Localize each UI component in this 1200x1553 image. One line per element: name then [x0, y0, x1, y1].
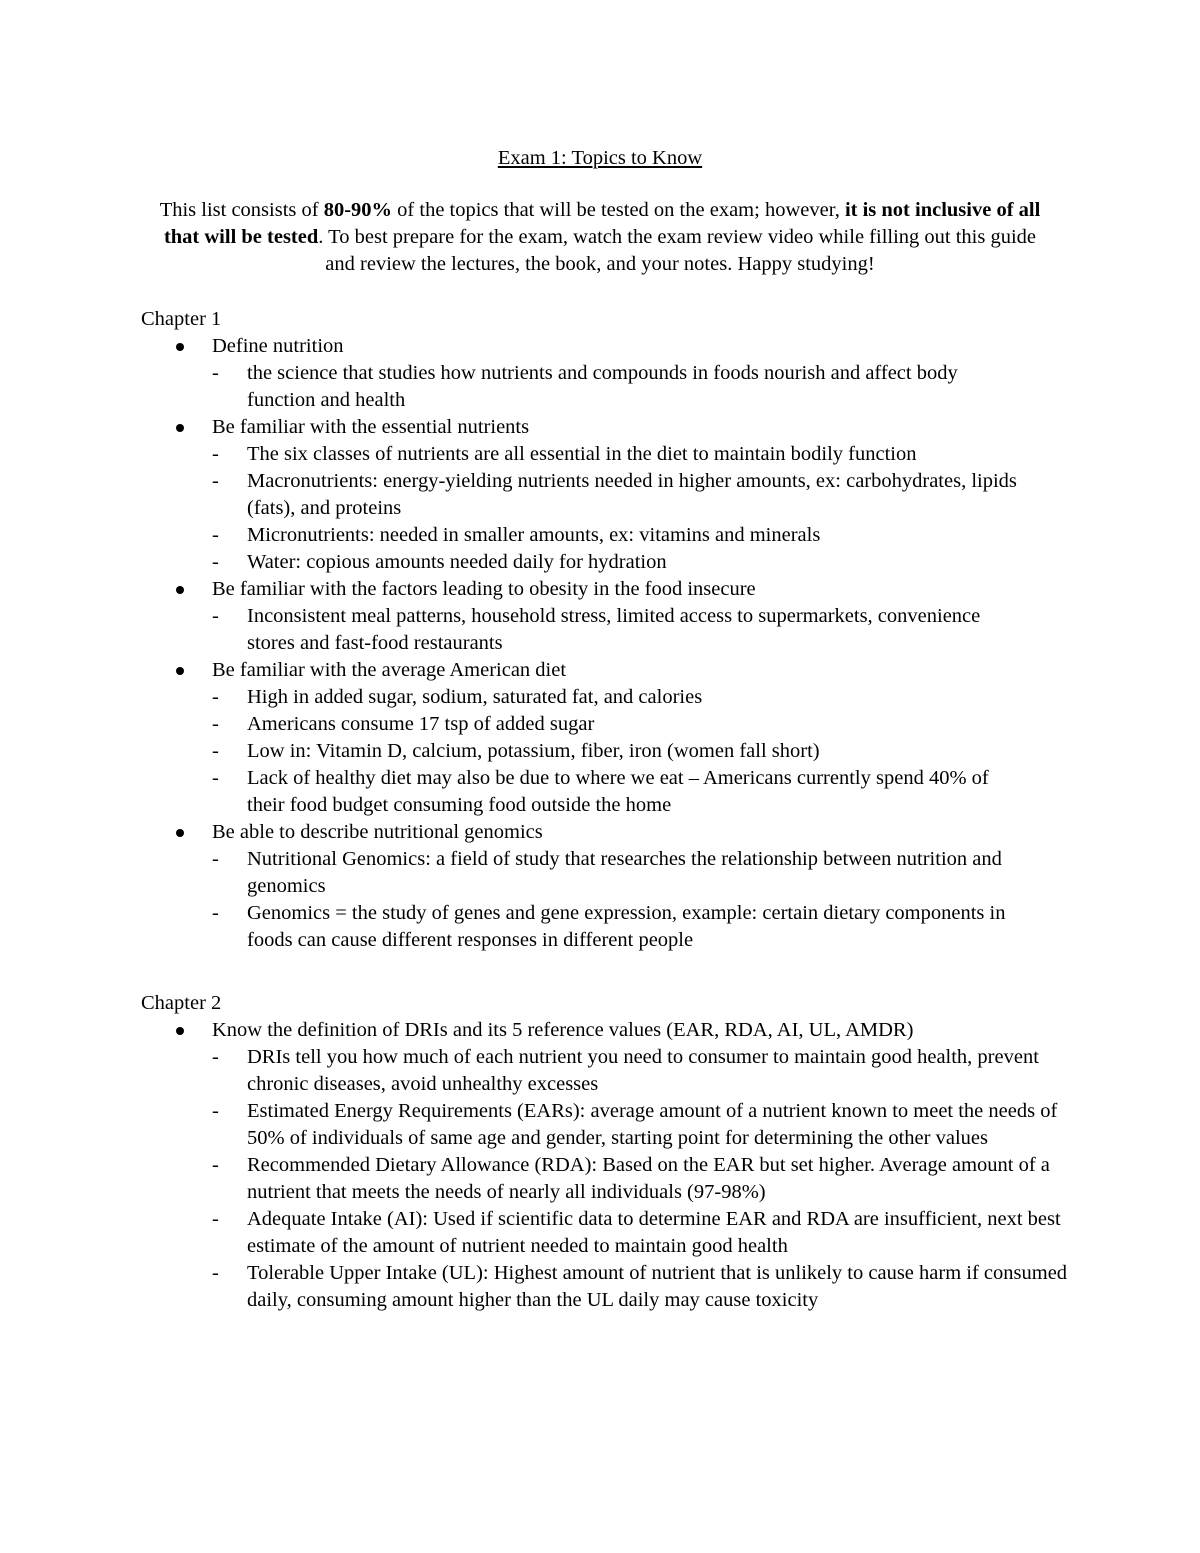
- topic-text: Know the definition of DRIs and its 5 reference values (EAR, RDA, AI, UL, AMDR): [212, 1019, 914, 1041]
- detail-text: Micronutrients: needed in smaller amounts, ex: vitamins and minerals: [247, 524, 821, 546]
- detail-item: [212, 360, 1021, 414]
- detail-item: [212, 900, 1021, 954]
- dash-marker: -: [212, 443, 219, 465]
- intro-text-3: . To best prepare for the exam, watch the exam review video while filling out this guide and review the lectures, the book, and your notes. Happy studying!: [318, 226, 1037, 275]
- detail-text: Nutritional Genomics: a field of study that researches the relationship between nutrition and genomics: [247, 848, 1002, 897]
- detail-text: High in added sugar, sodium, saturated fat, and calories: [247, 686, 703, 708]
- topic-text: Define nutrition: [212, 335, 344, 357]
- detail-text: Estimated Energy Requirements (EARs): average amount of a nutrient known to meet the needs of 50% of individuals of same age and gender, starting point for determining the other values: [247, 1100, 1058, 1149]
- detail-item: [212, 738, 1021, 765]
- detail-text: Recommended Dietary Allowance (RDA): Based on the EAR but set higher. Average amount of a nutrient that meets the needs of nearly all individuals (97-98%): [247, 1154, 1050, 1203]
- detail-text: Americans consume 17 tsp of added sugar: [247, 713, 595, 735]
- bullet-icon: [176, 667, 184, 675]
- detail-item: [212, 846, 1021, 900]
- dash-marker: -: [212, 848, 219, 870]
- detail-list: [212, 846, 1021, 954]
- chapter-heading: Chapter 2: [141, 992, 222, 1014]
- topic-list: [141, 1017, 1071, 1314]
- intro-bold-warning: it is not inclusive of all that will be tested: [163, 199, 1041, 248]
- detail-item: [212, 684, 1021, 711]
- topic-item: [141, 414, 1021, 576]
- detail-list: [212, 1044, 1071, 1314]
- detail-text: Genomics = the study of genes and gene expression, example: certain dietary components in foods can cause different responses in different people: [247, 902, 1006, 951]
- dash-marker: -: [212, 1154, 219, 1176]
- detail-item: [212, 522, 1021, 549]
- intro-paragraph: [150, 197, 1050, 278]
- dash-marker: -: [212, 1208, 219, 1230]
- topic-item: [141, 333, 1021, 414]
- detail-item: [212, 765, 1021, 819]
- bullet-icon: [176, 424, 184, 432]
- dash-marker: -: [212, 1262, 219, 1284]
- detail-list: [212, 360, 1021, 414]
- topic-item: [141, 819, 1021, 954]
- detail-text: Lack of healthy diet may also be due to where we eat – Americans currently spend 40% of their food budget consuming food outside the home: [247, 767, 989, 816]
- detail-text: Water: copious amounts needed daily for hydration: [247, 551, 667, 573]
- detail-item: [212, 1044, 1071, 1098]
- topic-text: Be familiar with the factors leading to obesity in the food insecure: [212, 578, 756, 600]
- chapter-1-section: [141, 306, 1021, 954]
- detail-text: Tolerable Upper Intake (UL): Highest amount of nutrient that is unlikely to cause harm if consumed daily, consuming amount higher than the UL daily may cause toxicity: [247, 1262, 1068, 1311]
- detail-item: [212, 1152, 1071, 1206]
- topic-text: Be able to describe nutritional genomics: [212, 821, 543, 843]
- detail-list: [212, 441, 1021, 576]
- dash-marker: -: [212, 902, 219, 924]
- detail-item: [212, 1098, 1071, 1152]
- detail-item: [212, 603, 1021, 657]
- topic-item: [141, 657, 1021, 819]
- dash-marker: -: [212, 686, 219, 708]
- topic-text: Be familiar with the essential nutrients: [212, 416, 530, 438]
- intro-text-2: of the topics that will be tested on the exam; however,: [392, 199, 845, 221]
- dash-marker: -: [212, 767, 219, 789]
- topic-item: [141, 576, 1021, 657]
- bullet-icon: [176, 343, 184, 351]
- detail-text: Low in: Vitamin D, calcium, potassium, fiber, iron (women fall short): [247, 740, 820, 762]
- dash-marker: -: [212, 470, 219, 492]
- chapter-2-section: [141, 990, 1071, 1314]
- detail-item: [212, 1206, 1071, 1260]
- detail-text: Macronutrients: energy-yielding nutrients needed in higher amounts, ex: carbohydrates, lipids (fats), and proteins: [247, 470, 1017, 519]
- detail-item: [212, 468, 1021, 522]
- detail-list: [212, 684, 1021, 819]
- detail-item: [212, 1260, 1071, 1314]
- document-title: Exam 1: Topics to Know: [497, 147, 703, 169]
- topic-list: [141, 333, 1021, 954]
- detail-item: [212, 441, 1021, 468]
- dash-marker: -: [212, 740, 219, 762]
- detail-text: DRIs tell you how much of each nutrient you need to consumer to maintain good health, prevent chronic diseases, avoid unhealthy excesses: [247, 1046, 1039, 1095]
- dash-marker: -: [212, 713, 219, 735]
- detail-text: The six classes of nutrients are all essential in the diet to maintain bodily function: [247, 443, 917, 465]
- detail-text: Inconsistent meal patterns, household stress, limited access to supermarkets, convenience stores and fast-food restaurants: [247, 605, 981, 654]
- dash-marker: -: [212, 605, 219, 627]
- bullet-icon: [176, 1027, 184, 1035]
- detail-text: the science that studies how nutrients and compounds in foods nourish and affect body function and health: [247, 362, 958, 411]
- dash-marker: -: [212, 551, 219, 573]
- intro-text-1: This list consists of: [159, 199, 324, 221]
- detail-list: [212, 603, 1021, 657]
- topic-item: [141, 1017, 1071, 1314]
- detail-text: Adequate Intake (AI): Used if scientific data to determine EAR and RDA are insufficient, next best estimate of the amount of nutrient needed to maintain good health: [247, 1208, 1061, 1257]
- bullet-icon: [176, 829, 184, 837]
- chapter-heading: Chapter 1: [141, 308, 222, 330]
- dash-marker: -: [212, 524, 219, 546]
- dash-marker: -: [212, 1046, 219, 1068]
- detail-item: [212, 549, 1021, 576]
- dash-marker: -: [212, 362, 219, 384]
- dash-marker: -: [212, 1100, 219, 1122]
- topic-text: Be familiar with the average American diet: [212, 659, 567, 681]
- detail-item: [212, 711, 1021, 738]
- intro-bold-percent: 80-90%: [323, 199, 393, 221]
- bullet-icon: [176, 586, 184, 594]
